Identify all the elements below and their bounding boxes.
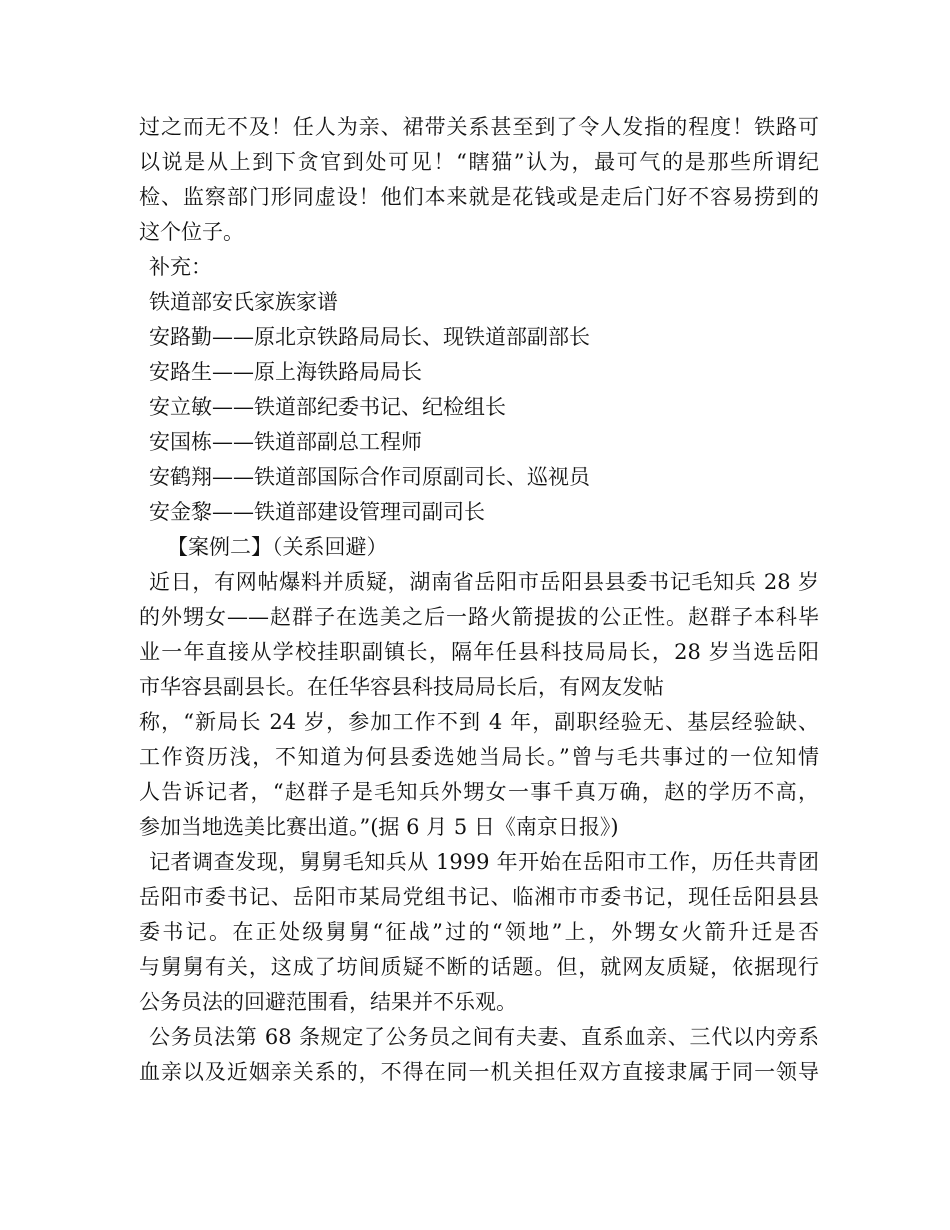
body-line: 与舅舅有关，这成了坊间质疑不断的话题。但，就网友质疑，依据现行 [139,955,819,979]
body-line: 检、监察部门形同虚设！他们本来就是花钱或是走后门好不容易捞到的 [139,185,819,209]
case-two-heading: 【案例二】（关系回避） [167,535,388,559]
family-member-line: 安国栋——铁道部副总工程师 [149,430,422,454]
body-line: 的外甥女——赵群子在选美之后一路火箭提拔的公正性。赵群子本科毕 [139,605,819,629]
body-line: 公务员法的回避范围看，结果并不乐观。 [139,990,517,1014]
body-line: 血亲以及近姻亲关系的，不得在同一机关担任双方直接隶属于同一领导 [139,1060,819,1084]
body-line: 记者调查发现，舅舅毛知兵从 1999 年开始在岳阳市工作，历任共青团 [149,850,819,874]
body-line: 以说是从上到下贪官到处可见！“瞎猫”认为，最可气的是那些所谓纪 [139,150,819,174]
body-line: 市华容县副县长。在任华容县科技局局长后，有网友发帖 [139,675,664,699]
family-member-line: 安路勤——原北京铁路局局长、现铁道部副部长 [149,325,590,349]
body-line: 工作资历浅，不知道为何县委选她当局长。”曾与毛共事过的一位知情 [139,745,819,769]
body-line: 委书记。在正处级舅舅“征战”过的“领地”上，外甥女火箭升迁是否 [139,920,819,944]
body-line: 业一年直接从学校挂职副镇长，隔年任县科技局局长，28 岁当选岳阳 [139,640,819,664]
body-line: 参加当地选美比赛出道。”(据 6 月 5 日《南京日报》) [139,815,619,839]
family-tree-title: 铁道部安氏家族家谱 [149,290,338,314]
supplement-label: 补充： [149,255,212,279]
family-member-line: 安路生——原上海铁路局局长 [149,360,422,384]
body-line: 这个位子。 [139,220,244,244]
family-member-line: 安鹤翔——铁道部国际合作司原副司长、巡视员 [149,465,590,489]
body-line: 公务员法第 68 条规定了公务员之间有夫妻、直系血亲、三代以内旁系 [149,1025,819,1049]
body-line: 称，“新局长 24 岁，参加工作不到 4 年，副职经验无、基层经验缺、 [139,710,819,734]
body-line: 近日，有网帖爆料并质疑，湖南省岳阳市岳阳县县委书记毛知兵 28 岁 [149,570,819,594]
family-member-line: 安立敏——铁道部纪委书记、纪检组长 [149,395,506,419]
body-line: 人告诉记者，“赵群子是毛知兵外甥女一事千真万确，赵的学历不高， [139,780,819,804]
body-line: 过之而无不及！任人为亲、裙带关系甚至到了令人发指的程度！铁路可 [139,115,819,139]
family-member-line: 安金黎——铁道部建设管理司副司长 [149,500,485,524]
document-body [139,110,819,1090]
body-line: 岳阳市委书记、岳阳市某局党组书记、临湘市市委书记，现任岳阳县县 [139,885,819,909]
